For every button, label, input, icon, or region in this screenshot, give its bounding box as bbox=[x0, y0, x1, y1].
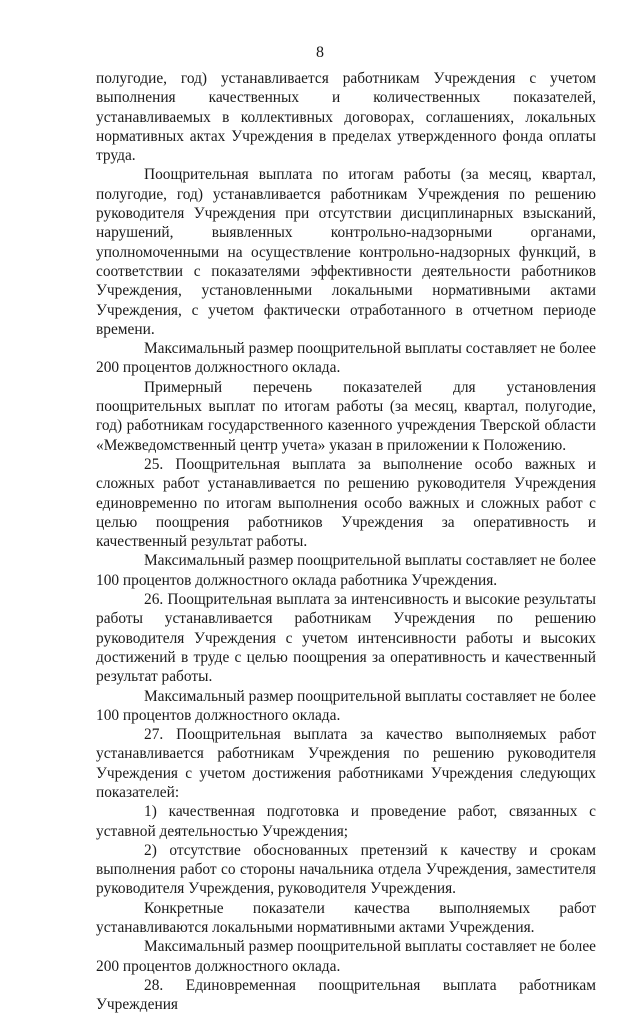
paragraph-period-bonus: Поощрительная выплата по итогам работы (за месяц, квартал, полугодие, год) устанавливается работникам Учреждения по решению руководителя Учреждения при отсутствии дисциплинарных взысканий, нарушений, выявленных контрольно-надзорными органами, уполномоченными на осуществление контрольно-надзорных функций, в соответствии с показателями эффективности деятельности работников Учреждения, установленными локальными нормативными актами Учреждения, с учетом фактически отработанного в отчетном периоде времени. bbox=[96, 166, 596, 338]
paragraph-quality-indicators: Конкретные показатели качества выполняемых работ устанавливаются локальными нормативными актами Учреждения. bbox=[96, 899, 596, 937]
paragraph-max-payment: Максимальный размер поощрительной выплаты составляет не более 100 процентов должностного оклада. bbox=[96, 687, 596, 724]
paragraph-item-25: 25. Поощрительная выплата за выполнение особо важных и сложных работ устанавливается по решению руководителя Учреждения единовременно по итогам выполнения особо важных и сложных работ с целью поощрения работников Учреждения за оперативность и качественный результат работы. bbox=[96, 455, 596, 551]
page-number: 8 bbox=[316, 44, 324, 61]
paragraph-item-26: 26. Поощрительная выплата за интенсивность и высокие результаты работы устанавливается работникам Учреждения по решению руководителя Учреждения с учетом интенсивности работы и высоких достижений в труде с целью поощрения за оперативность и качественный результат работы. bbox=[96, 591, 596, 686]
paragraph-max-payment: Максимальный размер поощрительной выплаты составляет не более 100 процентов должностного оклада работника Учреждения. bbox=[96, 552, 596, 589]
document-body bbox=[96, 69, 596, 1015]
paragraph-max-payment: Максимальный размер поощрительной выплаты составляет не более 200 процентов должностного оклада. bbox=[96, 938, 596, 975]
paragraph-item-27: 27. Поощрительная выплата за качество выполняемых работ устанавливается работникам Учреждения по решению руководителя Учреждения с учетом достижения работниками Учреждения следующих показателей: bbox=[96, 726, 596, 801]
paragraph-item-27-subitem-1: 1) качественная подготовка и проведение работ, связанных с уставной деятельностью Учреждения; bbox=[96, 803, 596, 840]
paragraph-item-28: 28. Единовременная поощрительная выплата работникам Учреждения bbox=[96, 976, 596, 1014]
paragraph-indicator-list: Примерный перечень показателей для установления поощрительных выплат по итогам работы (за месяц, квартал, полугодие, год) работникам государственного казенного учреждения Тверской области «Межведомственный центр учета» указан в приложении к Положению. bbox=[96, 378, 596, 454]
paragraph-max-payment: Максимальный размер поощрительной выплаты составляет не более 200 процентов должностного оклада. bbox=[96, 340, 596, 377]
paragraph-item-27-subitem-2: 2) отсутствие обоснованных претензий к качеству и срокам выполнения работ со стороны начальника отдела Учреждения, заместителя руководителя Учреждения, руководителя Учреждения. bbox=[96, 841, 596, 898]
paragraph-continuation: полугодие, год) устанавливается работникам Учреждения с учетом выполнения качественных и количественных показателей, устанавливаемых в коллективных договорах, соглашениях, локальных нормативных актах Учреждения в пределах утвержденного фонда оплаты труда. bbox=[96, 70, 596, 165]
